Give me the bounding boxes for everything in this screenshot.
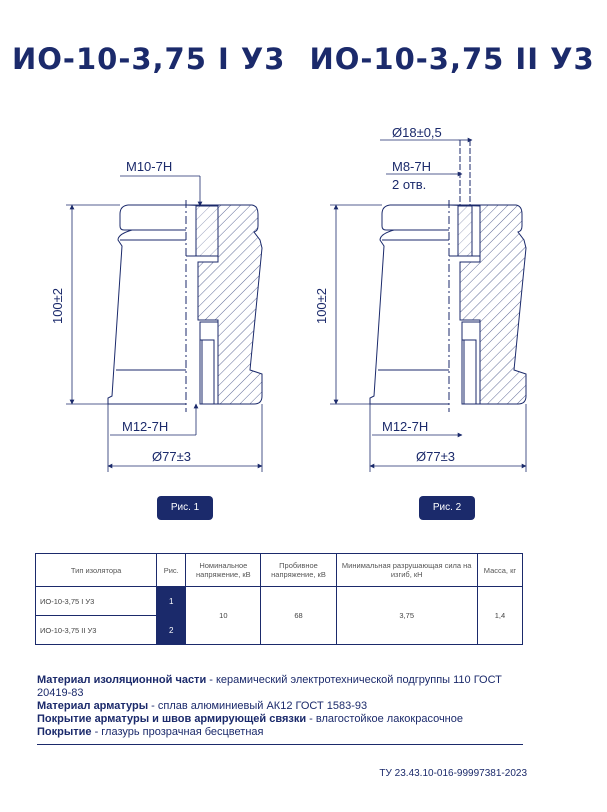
- technical-drawing: [0, 110, 560, 490]
- fig1-badge: Рис. 1: [157, 496, 213, 520]
- material-line: [37, 700, 527, 713]
- title-model-1: ИО-10-3,75 I У3: [12, 42, 286, 76]
- table-header-row: [36, 554, 523, 587]
- title-model-2: ИО-10-3,75 II У3: [309, 42, 595, 76]
- fig2-thread-count: 2 отв.: [392, 177, 427, 192]
- header-voltage: Номинальное напряжение, кВ: [186, 554, 261, 587]
- row-type: ИО-10-3,75 II У3: [36, 616, 157, 645]
- fig1-thread-bottom: М12-7Н: [122, 419, 169, 434]
- material-line: [37, 713, 527, 726]
- fig2-height-label: 100±2: [314, 287, 329, 325]
- tu-reference: ТУ 23.43.10-016-99997381-2023: [379, 768, 527, 779]
- fig2-diameter: Ø77±3: [416, 449, 455, 464]
- material-text: - сплав алюминиевый АК12 ГОСТ 1583-93: [148, 700, 368, 712]
- header-mass: Масса, кг: [477, 554, 522, 587]
- header-type: Тип изолятора: [36, 554, 157, 587]
- fig1-insulator: [108, 200, 262, 412]
- header-fig: Рис.: [157, 554, 186, 587]
- fig2-hole-diameter: Ø18±0,5: [392, 125, 442, 140]
- cell-breakdown: 68: [261, 587, 336, 645]
- page-title: [0, 42, 595, 76]
- header-breakdown: Пробивное напряжение, кВ: [261, 554, 336, 587]
- header-force: Минимальная разрушающая сила на изгиб, кН: [336, 554, 477, 587]
- materials-block: [37, 674, 527, 739]
- fig1-thread-top: М10-7Н: [126, 159, 173, 174]
- material-line: [37, 726, 527, 739]
- material-text: - влагостойкое лакокрасочное: [306, 713, 463, 725]
- material-label: Материал арматуры: [37, 700, 149, 712]
- cell-mass: 1,4: [477, 587, 522, 645]
- cell-force: 3,75: [336, 587, 477, 645]
- fig2-thread-bottom: М12-7Н: [382, 419, 429, 434]
- fig1-diameter: Ø77±3: [152, 449, 191, 464]
- divider: [37, 744, 523, 745]
- fig2-thread-top: М8-7Н: [392, 159, 432, 174]
- fig2-badge: Рис. 2: [419, 496, 475, 520]
- material-label: Покрытие арматуры и швов армирующей связки: [37, 713, 307, 725]
- row-fig: 2: [157, 616, 186, 645]
- row-type: ИО-10-3,75 I У3: [36, 587, 157, 616]
- material-label: Покрытие: [37, 726, 92, 738]
- table-row: [36, 587, 523, 616]
- material-text: - глазурь прозрачная бесцветная: [91, 726, 264, 738]
- fig1-height-label: 100±2: [50, 287, 65, 325]
- cell-voltage: 10: [186, 587, 261, 645]
- material-text: - керамический электротехнической подгруппы 110 ГОСТ 20419-83: [37, 674, 502, 699]
- row-fig: 1: [157, 587, 186, 616]
- material-label: Материал изоляционной части: [37, 674, 207, 686]
- material-line: [37, 674, 527, 700]
- spec-table: [35, 553, 523, 645]
